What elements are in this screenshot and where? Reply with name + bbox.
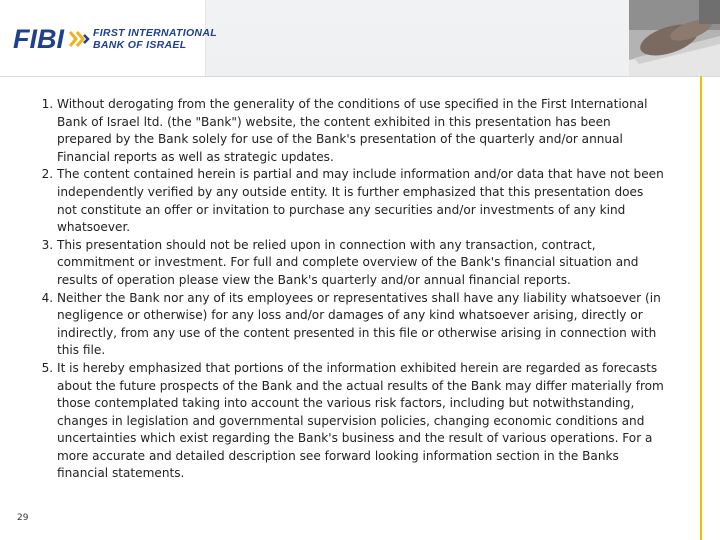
hand-keyboard-image — [629, 0, 720, 76]
fibi-logo — [0, 0, 217, 76]
page-number: 29 — [17, 513, 29, 523]
logo-line-bank-of-israel: BANK OF ISRAEL — [93, 39, 187, 51]
disclaimer-item-5: 5. It is hereby emphasized that portions of the information exhibited herein are regarded as forecasts about the future prospects of the Bank and the actual results of the Bank may differ materially from those contemplated taking into account the various risk factors, including but notwithstanding, changes in legislation and governmental supervision policies, changing economic conditions and uncertainties which exist regarding the Bank's business and the result of various operations. For a more accurate and detailed description see forward looking information section in the Banks financial statements. — [57, 360, 666, 483]
yellow-accent-line — [700, 76, 702, 540]
disclaimer-item-2: 2. The content contained herein is partial and may include information and/or data that have not been independently verified by any outside entity. It is further emphasized that this presentation does not constitute an offer or invitation to purchase any securities and/or investments of any kind whatsoever. — [57, 166, 666, 236]
slide-header — [0, 0, 720, 77]
disclaimer-item-3: 3. This presentation should not be relied upon in connection with any transaction, contract, commitment or investment. For full and complete overview of the Bank's financial situation and results of operation please view the Bank's quarterly and/or annual financial reports. — [57, 237, 666, 290]
disclaimer-content — [26, 96, 666, 483]
header-photo — [629, 0, 720, 76]
disclaimer-item-1: 1. Without derogating from the generality of the conditions of use specified in the First International Bank of Israel ltd. (the "Bank") website, the content exhibited in this presentation has been prepared by the Bank solely for use of the Bank's presentation of the quarterly and/or annual Financial reports as well as strategic updates. — [57, 96, 666, 166]
logo-wordmark: FIBI — [13, 24, 64, 54]
disclaimer-list — [26, 96, 666, 483]
logo-line-first-international: FIRST INTERNATIONAL — [93, 27, 217, 39]
disclaimer-item-4: 4. Neither the Bank nor any of its employees or representatives shall have any liability whatsoever (in negligence or otherwise) for any loss and/or damages of any kind whatsoever arising, directly or indirectly, from any use of the content presented in this file or otherwise arising in connection with this file. — [57, 290, 666, 360]
logo-arrows-icon — [68, 29, 90, 49]
